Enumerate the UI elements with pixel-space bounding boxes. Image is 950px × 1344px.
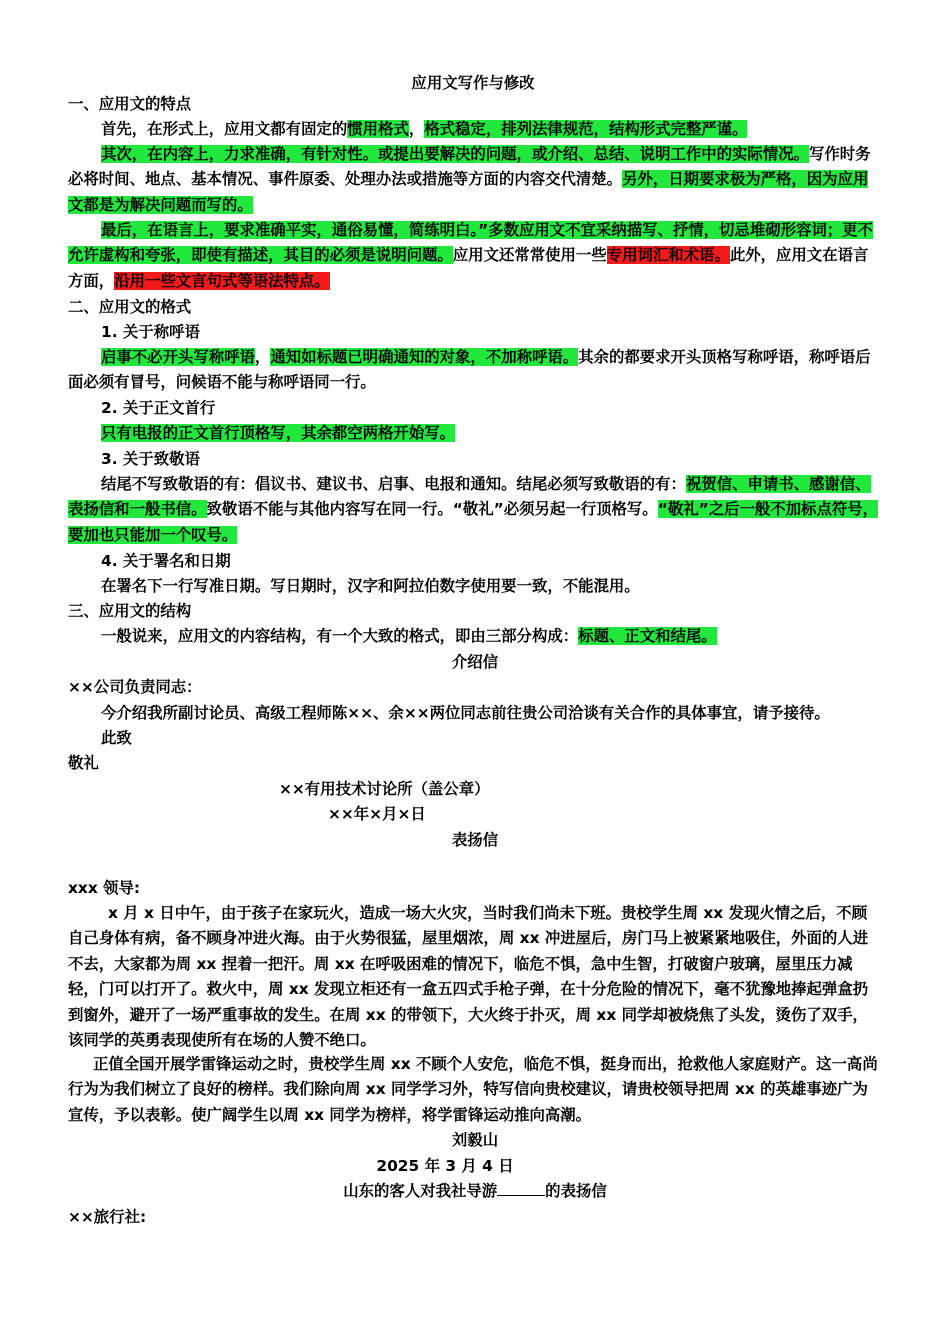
letter-1-cizhi: 此致 xyxy=(101,729,132,747)
highlight-green: 祝贺信、申请书、感谢信、表扬信和一般书信。 xyxy=(68,475,871,519)
structure-paragraph: 一般说来，应用文的内容结构，有一个大致的格式，即由三部分构成：标题、正文和结尾。 xyxy=(101,627,717,645)
letter-2-salutation: xxx 领导: xyxy=(68,879,141,897)
subheading-closing: 3. 关于致敬语 xyxy=(101,450,200,468)
highlight-green: 惯用格式 xyxy=(347,120,409,138)
signature-date-paragraph: 在署名下一行写准日期。写日期时，汉字和阿拉伯数字使用要一致，不能混用。 xyxy=(101,577,640,595)
letter-1-body: 今介绍我所副讨论员、高级工程师陈××、余××两位同志前往贵公司洽谈有关合作的具体事宜，请予接待。 xyxy=(101,704,830,722)
letter-1-salutation: ××公司负责同志： xyxy=(68,678,202,696)
closing-paragraph: 结尾不写致敬语的有：倡议书、建议书、启事、电报和通知。结尾必须写致敬语的有：祝贺信、申请书、感谢信、表扬信和一般书信。致敬语不能与其他内容写在同一行。“敬礼”必须另起一行顶格写。“敬礼”之后一般不加标点符号，要加也只能加一个叹号。 xyxy=(68,475,879,544)
highlight-red: 专用词汇和术语。 xyxy=(606,246,730,265)
salutation-paragraph: 启事不必开头写称呼语，通知如标题已明确通知的对象，不加称呼语。其余的都要求开头顶格写称呼语，称呼语后面必须有冒号，问候语不能与称呼语同一行。 xyxy=(68,348,871,392)
subheading-first-line: 2. 关于正文首行 xyxy=(101,399,216,417)
highlight-red: 沿用一些文言句式等语法特点。 xyxy=(114,271,330,290)
highlight-green: 最后，在语言上，要求准确平实，通俗易懂，简练明白。”多数应用文不宜采纳描写、抒情，切忌堆砌形容词；更不允许虚构和夸张，即使有描述，其目的必须是说明问题。 xyxy=(68,221,873,265)
letter-2-body-2: 正值全国开展学雷锋运动之时，贵校学生周 xx 不顾个人安危，临危不惧，挺身而出，抢救他人家庭财产。这一高尚行为为我们树立了良好的榜样。我们除向周 xx 同学学习外，特写信向贵校建议，请贵校领导把周 xx 的英雄事迹广为宣传，予以表彰。使广阔学生以周 xx 同学为榜样，将学雷锋运动推向高潮。 xyxy=(68,1055,878,1124)
section-1-heading: 一、应用文的特点 xyxy=(68,95,192,113)
letter-2-body-1: x 月 x 日中午，由于孩子在家玩火，造成一场大火灾，当时我们尚未下班。贵校学生周 xx 发现火情之后，不顾自己身体有病，备不顾身冲进火海。由于火势很猛，屋里烟浓，周 xx 冲进屋后，房门马上被紧紧地吸住，外面的人进不去，大家都为周 xx 捏着一把汗。周 xx 在呼吸困难的情况下，临危不惧，急中生智，打破窗户玻璃，屋里压力减轻，门可以打开了。救火中，周 xx 发现立柜还有一盒五四式手枪子弹，在十分危险的情况下，毫不犹豫地捧起弹盒扔到窗外，避开了一场严重事故的发生。在周 xx 的带领下，大火终于扑灭，周 xx 同学却被烧焦了头发，烫伤了双手，该同学的英勇表现使所有在场的人赞不绝口。 xyxy=(68,904,869,1050)
letter-1-sender: ××有用技术讨论所（盖公章） xyxy=(279,780,490,798)
highlight-green: 其次，在内容上，力求准确，有针对性。或提出要解决的问题，或介绍、总结、说明工作中的实际情况。 xyxy=(101,145,809,163)
highlight-green: 只有电报的正文首行顶格写，其余都空两格开始写。 xyxy=(101,424,455,442)
name-blank xyxy=(497,1181,545,1196)
highlight-green: 格式稳定，排列法律规范，结构形式完整严谨。 xyxy=(424,120,748,138)
highlight-green: 启事不必开头写称呼语 xyxy=(101,348,255,366)
letter-1-jingli: 敬礼 xyxy=(68,754,99,772)
section-1-paragraph-language: 最后，在语言上，要求准确平实，通俗易懂，简练明白。”多数应用文不宜采纳描写、抒情，切忌堆砌形容词；更不允许虚构和夸张，即使有描述，其目的必须是说明问题。应用文还常常使用一些专用词汇和术语。此外，应用文在语言方面，沿用一些文言句式等语法特点。 xyxy=(68,221,873,290)
letter-3-salutation: ××旅行社: xyxy=(68,1208,147,1226)
document-title: 应用文写作与修改 xyxy=(411,74,535,92)
letter-3-title: 山东的客人对我社导游 的表扬信 xyxy=(343,1182,607,1200)
letter-2-date: 2025 年 3 月 4 日 xyxy=(376,1157,514,1175)
section-2-heading: 二、应用文的格式 xyxy=(68,298,192,316)
letter-1-date: ××年×月×日 xyxy=(328,805,426,823)
subheading-salutation: 1. 关于称呼语 xyxy=(101,323,200,341)
highlight-green: “敬礼”之后一般不加标点符号，要加也只能加一个叹号。 xyxy=(68,500,879,544)
section-3-heading: 三、应用文的结构 xyxy=(68,602,192,620)
highlight-green: 标题、正文和结尾。 xyxy=(578,627,717,645)
highlight-green: 通知如标题已明确通知的对象，不加称呼语。 xyxy=(270,348,579,366)
section-1-paragraph-form: 首先，在形式上，应用文都有固定的惯用格式，格式稳定，排列法律规范，结构形式完整严谨。 xyxy=(101,120,748,138)
subheading-signature-date: 4. 关于署名和日期 xyxy=(101,552,231,570)
letter-2-title: 表扬信 xyxy=(451,831,499,849)
letter-1-title: 介绍信 xyxy=(451,653,499,671)
first-line-paragraph xyxy=(68,421,878,446)
section-1-paragraph-content: 其次，在内容上，力求准确，有针对性。或提出要解决的问题，或介绍、总结、说明工作中的实际情况。写作时务必将时间、地点、基本情况、事件原委、处理办法或措施等方面的内容交代清楚。另外，日期要求极为严格，因为应用文都是为解决问题而写的。 xyxy=(68,145,871,214)
letter-2-signature: 刘毅山 xyxy=(451,1131,499,1149)
highlight-green: 另外，日期要求极为严格，因为应用文都是为解决问题而写的。 xyxy=(68,170,869,214)
